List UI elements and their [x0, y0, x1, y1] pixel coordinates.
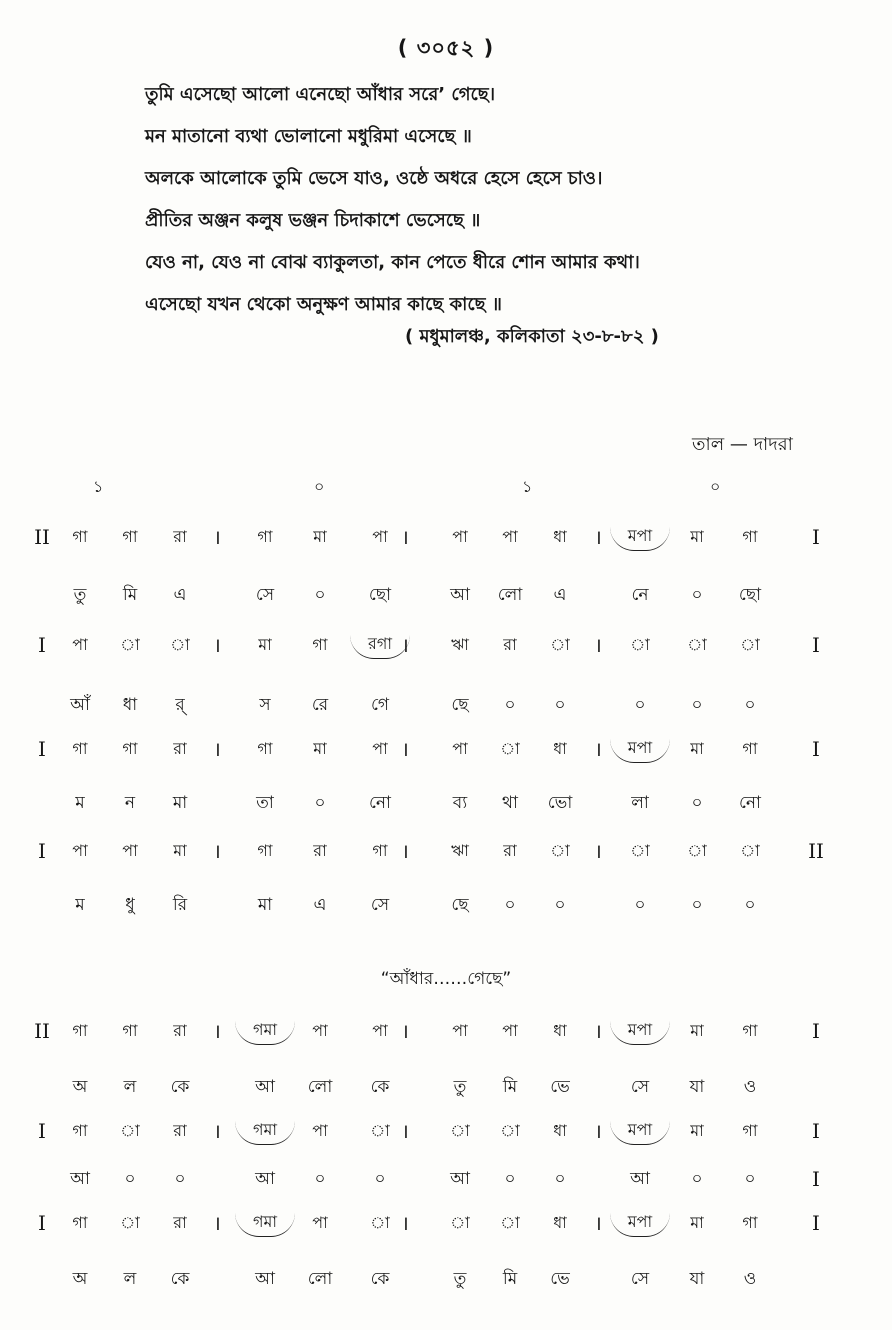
lyric-syllable: ম — [75, 793, 85, 813]
swara-note: া — [450, 1121, 470, 1140]
beat-separator: । — [401, 633, 409, 657]
bar-line-end: I — [812, 1019, 820, 1043]
lyric-syllable: তা — [256, 793, 274, 813]
lyric-syllable: ম — [75, 895, 85, 915]
swara-note: গা — [122, 527, 138, 546]
lyric-syllable: নে — [631, 585, 649, 605]
beat-separator: । — [213, 737, 221, 761]
swara-note: ঋা — [451, 635, 469, 654]
swara-note: গা — [257, 841, 273, 860]
swara-note: পা — [72, 841, 88, 860]
beat-separator: । — [213, 633, 221, 657]
swara-note: গা — [72, 1213, 88, 1232]
swara-note: রা — [313, 841, 327, 860]
swara-note: া — [740, 635, 760, 654]
lyric-syllable: স — [259, 695, 271, 715]
swara-note: ঋা — [451, 841, 469, 860]
beat-separator: । — [401, 737, 409, 761]
swara-note: গা — [72, 1121, 88, 1140]
swara-row — [0, 734, 892, 764]
lyric-syllable: যা — [689, 1077, 705, 1097]
lyric-syllable: ল — [123, 1269, 137, 1289]
lyric-syllable-row — [0, 1072, 892, 1102]
beat-separator: । — [213, 525, 221, 549]
bar-line-end: I — [812, 633, 820, 657]
swara-row — [0, 1116, 892, 1146]
lyric-syllable: ও — [743, 1269, 757, 1289]
lyric-syllable-row — [0, 1164, 892, 1194]
bar-line-end: I — [812, 1167, 820, 1191]
beat-separator: । — [213, 1211, 221, 1235]
lyric-syllable: আঁ — [70, 695, 90, 715]
lyric-syllable: রে — [311, 695, 329, 715]
lyric-syllable: ০ — [314, 793, 326, 813]
lyric-syllable: লো — [497, 585, 523, 605]
lyric-syllable: লা — [631, 793, 649, 813]
tal-marker: ০ — [314, 477, 325, 496]
bar-line-start: II — [34, 525, 50, 549]
lyric-syllable: রি — [172, 895, 188, 915]
swara-note: া — [500, 1213, 520, 1232]
swara-note: গমা — [235, 1116, 295, 1145]
bar-line-end: I — [812, 737, 820, 761]
lyric-syllable: ০ — [744, 1169, 756, 1189]
lyric-syllable: ল — [123, 1077, 137, 1097]
bar-line-start: I — [38, 633, 46, 657]
swara-note: া — [550, 635, 570, 654]
swara-note: গা — [257, 739, 273, 758]
tal-marker: ১ — [522, 477, 533, 496]
bar-line-end: II — [808, 839, 824, 863]
swara-note: ধা — [553, 527, 567, 546]
beat-separator: । — [594, 1019, 602, 1043]
swara-note: মা — [690, 1121, 704, 1140]
lyric-syllable-row — [0, 890, 892, 920]
lyric-syllable: ধা — [122, 695, 138, 715]
lyric-syllable: আ — [450, 585, 470, 605]
swara-note: া — [120, 1213, 140, 1232]
swara-note: গা — [72, 739, 88, 758]
swara-note: পা — [312, 1021, 328, 1040]
beat-separator: । — [594, 633, 602, 657]
swara-note: গা — [122, 739, 138, 758]
lyric-syllable: কে — [170, 1077, 190, 1097]
lyric-syllable: ০ — [174, 1169, 186, 1189]
swara-row — [0, 1208, 892, 1238]
bar-line-end: I — [812, 525, 820, 549]
swara-note: পা — [312, 1121, 328, 1140]
lyric-syllable: লো — [307, 1077, 333, 1097]
swara-note: গা — [72, 1021, 88, 1040]
swara-note: রা — [173, 1121, 187, 1140]
swara-note: া — [630, 635, 650, 654]
composition-note: ( মধুমালঞ্চ, কলিকাতা ২৩-৮-৮২ ) — [405, 326, 659, 347]
tal-marker: ০ — [710, 477, 721, 496]
song-lyrics — [145, 74, 765, 326]
swara-note: ধা — [553, 1121, 567, 1140]
lyric-syllable: ০ — [744, 895, 756, 915]
lyric-syllable: তু — [453, 1077, 467, 1097]
lyric-syllable: মি — [122, 585, 138, 605]
lyric-line: মন মাতানো ব্যথা ভোলানো মধুরিমা এসেছে ॥ — [145, 126, 472, 147]
lyric-syllable-row — [0, 580, 892, 610]
lyric-syllable: ০ — [691, 695, 703, 715]
swara-note: মপা — [610, 522, 670, 551]
swara-note: া — [500, 739, 520, 758]
swara-note: মা — [690, 1021, 704, 1040]
swara-note: ধা — [553, 1021, 567, 1040]
lyric-syllable: আ — [630, 1169, 650, 1189]
lyric-syllable: লো — [307, 1269, 333, 1289]
swara-note: মা — [690, 739, 704, 758]
swara-note: মপা — [610, 734, 670, 763]
lyric-syllable: ০ — [691, 793, 703, 813]
lyric-syllable: ভে — [550, 1077, 570, 1097]
swara-note: গা — [122, 1021, 138, 1040]
lyric-syllable: সে — [370, 895, 390, 915]
lyric-syllable: ০ — [314, 1169, 326, 1189]
swara-note: মপা — [610, 1208, 670, 1237]
lyric-syllable: ০ — [634, 895, 646, 915]
lyric-syllable: র্ — [175, 695, 185, 715]
lyric-syllable: মা — [257, 895, 273, 915]
swara-note: রা — [173, 739, 187, 758]
lyric-syllable: তু — [73, 585, 87, 605]
lyric-syllable: এ — [173, 585, 187, 605]
bar-line-end: I — [812, 1211, 820, 1235]
lyric-syllable: ০ — [554, 895, 566, 915]
swara-note: গা — [742, 1121, 758, 1140]
lyric-syllable: সে — [630, 1269, 650, 1289]
bar-line-end: I — [812, 1119, 820, 1143]
swara-row — [0, 522, 892, 552]
lyric-syllable: ০ — [691, 895, 703, 915]
lyric-syllable: আ — [255, 1169, 275, 1189]
lyric-syllable: ০ — [691, 1169, 703, 1189]
swara-note: গা — [742, 1213, 758, 1232]
lyric-syllable: ছে — [451, 695, 469, 715]
swara-row — [0, 630, 892, 660]
swara-note: পা — [122, 841, 138, 860]
swara-note: মা — [690, 1213, 704, 1232]
beat-separator: । — [401, 525, 409, 549]
swara-note: গা — [312, 635, 328, 654]
swara-note: গা — [257, 527, 273, 546]
beat-separator: । — [401, 839, 409, 863]
swara-note: পা — [372, 527, 388, 546]
swara-note: া — [170, 635, 190, 654]
beat-separator: । — [594, 737, 602, 761]
swara-note: ধা — [553, 1213, 567, 1232]
lyric-syllable: ০ — [504, 695, 516, 715]
swara-note: গমা — [235, 1208, 295, 1237]
swara-row — [0, 1016, 892, 1046]
lyric-syllable: ০ — [691, 585, 703, 605]
lyric-syllable: অ — [72, 1269, 88, 1289]
swara-note: া — [370, 1121, 390, 1140]
lyric-syllable: কে — [370, 1077, 390, 1097]
swara-note: গা — [72, 527, 88, 546]
lyric-syllable: নো — [369, 793, 391, 813]
swara-note: া — [550, 841, 570, 860]
lyric-syllable: ০ — [504, 895, 516, 915]
lyric-syllable: আ — [70, 1169, 90, 1189]
swara-note: রা — [173, 1213, 187, 1232]
swara-note: গা — [742, 1021, 758, 1040]
lyric-line: যেও না, যেও না বোঝ ব্যাকুলতা, কান পেতে ধীরে শোন আমার কথা। — [145, 252, 640, 273]
lyric-syllable: নো — [739, 793, 761, 813]
lyric-syllable: ব্য — [452, 793, 468, 813]
lyric-syllable: এ — [313, 895, 327, 915]
lyric-line: এসেছো যখন থেকো অনুক্ষণ আমার কাছে কাছে ॥ — [145, 294, 502, 315]
swara-note: পা — [452, 527, 468, 546]
swara-note: পা — [372, 739, 388, 758]
lyric-syllable: ০ — [744, 695, 756, 715]
lyric-syllable: কে — [370, 1269, 390, 1289]
lyric-syllable: ও — [743, 1077, 757, 1097]
lyric-syllable: মা — [172, 793, 188, 813]
lyric-line: অলকে আলোকে তুমি ভেসে যাও, ওষ্ঠে অধরে হেসে হেসে চাও। — [145, 168, 603, 189]
swara-note: পা — [312, 1213, 328, 1232]
swara-note: গা — [742, 527, 758, 546]
lyric-line: প্রীতির অঞ্জন কলুষ ভঞ্জন চিদাকাশে ভেসেছে ॥ — [145, 210, 481, 231]
swara-row — [0, 836, 892, 866]
lyric-syllable: ০ — [374, 1169, 386, 1189]
swara-note: া — [120, 1121, 140, 1140]
page-number: ( ৩০৫২ ) — [397, 36, 495, 60]
beat-separator: । — [401, 1211, 409, 1235]
swara-note: া — [630, 841, 650, 860]
lyric-syllable: অ — [72, 1077, 88, 1097]
beat-separator: । — [213, 839, 221, 863]
beat-separator: । — [213, 1119, 221, 1143]
lyric-syllable: মি — [502, 1269, 518, 1289]
lyric-syllable: আ — [450, 1169, 470, 1189]
swara-note: গা — [742, 739, 758, 758]
lyric-syllable: আ — [255, 1269, 275, 1289]
swara-note: মা — [690, 527, 704, 546]
beat-separator: । — [401, 1019, 409, 1043]
swara-note: গমা — [235, 1016, 295, 1045]
swara-note: মা — [173, 841, 187, 860]
lyric-syllable: ন — [124, 793, 136, 813]
lyric-syllable: আ — [255, 1077, 275, 1097]
swara-note: া — [450, 1213, 470, 1232]
swara-note: া — [500, 1121, 520, 1140]
lyric-line: তুমি এসেছো আলো এনেছো আঁধার সরে’ গেছে। — [145, 84, 496, 105]
bar-line-start: II — [34, 1019, 50, 1043]
lyric-syllable: ছো — [738, 585, 762, 605]
lyric-syllable: তু — [453, 1269, 467, 1289]
beat-separator: । — [594, 1119, 602, 1143]
swara-note: রা — [503, 635, 517, 654]
lyric-syllable: ০ — [504, 1169, 516, 1189]
lyric-syllable: ছে — [451, 895, 469, 915]
lyric-syllable-row — [0, 788, 892, 818]
swara-note: া — [120, 635, 140, 654]
swara-note: মপা — [610, 1016, 670, 1045]
section-title: “আঁধার……গেছে” — [380, 969, 512, 989]
lyric-syllable: ০ — [554, 1169, 566, 1189]
tal-marker: ১ — [93, 477, 104, 496]
beat-separator: । — [594, 839, 602, 863]
beat-separator: । — [213, 1019, 221, 1043]
lyric-syllable: মি — [502, 1077, 518, 1097]
lyric-syllable: এ — [553, 585, 567, 605]
swara-note: রা — [173, 527, 187, 546]
beat-separator: । — [594, 525, 602, 549]
swara-note: া — [740, 841, 760, 860]
swara-note: া — [370, 1213, 390, 1232]
bar-line-start: I — [38, 1119, 46, 1143]
lyric-syllable: সে — [255, 585, 275, 605]
swara-note: পা — [502, 1021, 518, 1040]
lyric-syllable: ০ — [124, 1169, 136, 1189]
bar-line-start: I — [38, 1211, 46, 1235]
lyric-syllable: ছো — [368, 585, 392, 605]
lyric-syllable: সে — [630, 1077, 650, 1097]
swara-note: া — [687, 841, 707, 860]
lyric-syllable: ০ — [634, 695, 646, 715]
swara-note: রা — [173, 1021, 187, 1040]
swara-note: রা — [503, 841, 517, 860]
swara-note: মা — [258, 635, 272, 654]
swara-note: রগা — [350, 630, 410, 659]
lyric-syllable: ভো — [547, 793, 573, 813]
lyric-syllable: গে — [370, 695, 390, 715]
swara-note: মা — [313, 739, 327, 758]
swara-note: পা — [372, 1021, 388, 1040]
lyric-syllable: ধু — [125, 895, 135, 915]
swara-note: পা — [72, 635, 88, 654]
lyric-syllable: ০ — [314, 585, 326, 605]
swara-note: গা — [372, 841, 388, 860]
bar-line-start: I — [38, 839, 46, 863]
bar-line-start: I — [38, 737, 46, 761]
lyric-syllable: কে — [170, 1269, 190, 1289]
taal-label: তাল — দাদরা — [692, 434, 793, 455]
lyric-syllable: যা — [689, 1269, 705, 1289]
lyric-syllable: ভে — [550, 1269, 570, 1289]
swara-note: পা — [502, 527, 518, 546]
lyric-syllable: ০ — [554, 695, 566, 715]
swara-note: পা — [452, 1021, 468, 1040]
lyric-syllable-row — [0, 1264, 892, 1294]
beat-separator: । — [401, 1119, 409, 1143]
swara-note: পা — [452, 739, 468, 758]
swara-note: মপা — [610, 1116, 670, 1145]
lyric-syllable: থা — [502, 793, 518, 813]
swara-note: মা — [313, 527, 327, 546]
beat-separator: । — [594, 1211, 602, 1235]
swara-note: া — [687, 635, 707, 654]
lyric-syllable-row — [0, 690, 892, 720]
swara-note: ধা — [553, 739, 567, 758]
